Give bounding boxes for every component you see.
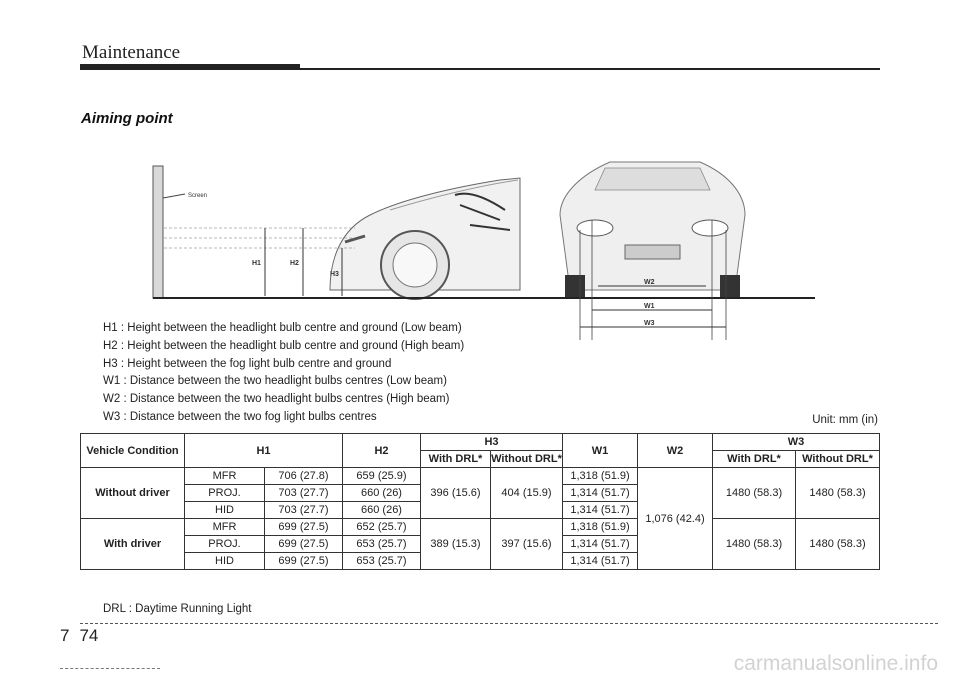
header-w2: W2 — [638, 434, 713, 468]
w2-cell: 1,076 (42.4) — [638, 468, 713, 570]
legend-h1: H1 : Height between the headlight bulb centre and ground (Low beam) — [103, 322, 462, 334]
h1-cell: 703 (27.7) — [265, 485, 343, 502]
screen-wall — [153, 166, 163, 298]
page-number — [60, 626, 98, 646]
header-vehicle-condition: Vehicle Condition — [81, 434, 185, 468]
footer-dashed-rule-short — [60, 668, 160, 669]
type-cell: PROJ. — [185, 536, 265, 553]
header-h2: H2 — [343, 434, 421, 468]
aiming-point-table — [80, 433, 880, 570]
legend-w1: W1 : Distance between the two headlight bulbs centres (Low beam) — [103, 375, 447, 388]
header-h3-without-drl: Without DRL* — [491, 451, 563, 468]
type-cell: PROJ. — [185, 485, 265, 502]
header-w3-without-drl: Without DRL* — [796, 451, 880, 468]
w3-without-cell: 1480 (58.3) — [796, 519, 880, 570]
h2-cell: 653 (25.7) — [343, 536, 421, 553]
unit-label: Unit: mm (in) — [812, 414, 878, 426]
w1-cell: 1,318 (51.9) — [563, 468, 638, 485]
h1-cell: 699 (27.5) — [265, 536, 343, 553]
type-cell: MFR — [185, 468, 265, 485]
h2-cell: 660 (26) — [343, 502, 421, 519]
h3-without-cell: 404 (15.9) — [491, 468, 563, 519]
w3-with-cell: 1480 (58.3) — [713, 468, 796, 519]
h2-label: H2 — [290, 260, 299, 267]
watermark: carmanualsonline.info — [733, 652, 938, 675]
page-header-title: Maintenance — [82, 42, 181, 63]
w1-cell: 1,314 (51.7) — [563, 502, 638, 519]
page-number-value: 74 — [79, 626, 99, 645]
condition-cell: Without driver — [81, 468, 185, 519]
table-row — [81, 519, 880, 536]
screen-label: Screen — [188, 193, 208, 199]
h1-label: H1 — [252, 260, 261, 267]
footer-dashed-rule — [80, 623, 938, 624]
header-w1: W1 — [563, 434, 638, 468]
header-h3: H3 — [421, 434, 563, 451]
h1-cell: 706 (27.8) — [265, 468, 343, 485]
side-view-car — [330, 178, 520, 299]
header-w3: W3 — [713, 434, 880, 451]
type-cell: MFR — [185, 519, 265, 536]
h1-cell: 699 (27.5) — [265, 519, 343, 536]
legend-h3: H3 : Height between the fog light bulb centre and ground — [103, 357, 392, 370]
h3-label: H3 — [330, 271, 339, 278]
w3-without-cell: 1480 (58.3) — [796, 468, 880, 519]
dimension-legend — [103, 320, 464, 427]
header-rule-thin — [300, 68, 880, 70]
w2-label: W2 — [644, 279, 655, 286]
w1-label: W1 — [644, 303, 655, 310]
header-h3-with-drl: With DRL* — [421, 451, 491, 468]
section-title: Aiming point — [81, 110, 173, 127]
header-rule-thick — [80, 64, 300, 70]
h2-cell: 660 (26) — [343, 485, 421, 502]
h2-cell: 659 (25.9) — [343, 468, 421, 485]
h1-cell: 703 (27.7) — [265, 502, 343, 519]
h2-cell: 653 (25.7) — [343, 553, 421, 570]
chapter-number: 7 — [60, 626, 70, 645]
drl-footnote: DRL : Daytime Running Light — [103, 603, 252, 615]
h2-cell: 652 (25.7) — [343, 519, 421, 536]
legend-h2: H2 : Height between the headlight bulb centre and ground (High beam) — [103, 339, 465, 352]
legend-w2: W2 : Distance between the two headlight bulbs centres (High beam) — [103, 393, 450, 406]
h1-cell: 699 (27.5) — [265, 553, 343, 570]
h3-with-cell: 389 (15.3) — [421, 519, 491, 570]
type-cell: HID — [185, 553, 265, 570]
w1-cell: 1,314 (51.7) — [563, 485, 638, 502]
condition-cell: With driver — [81, 519, 185, 570]
header-h1: H1 — [185, 434, 343, 468]
w3-label: W3 — [644, 320, 655, 327]
header-w3-with-drl: With DRL* — [713, 451, 796, 468]
h3-with-cell: 396 (15.6) — [421, 468, 491, 519]
w1-cell: 1,318 (51.9) — [563, 519, 638, 536]
h3-without-cell: 397 (15.6) — [491, 519, 563, 570]
type-cell: HID — [185, 502, 265, 519]
table-row — [81, 468, 880, 485]
w3-with-cell: 1480 (58.3) — [713, 519, 796, 570]
w1-cell: 1,314 (51.7) — [563, 553, 638, 570]
w1-cell: 1,314 (51.7) — [563, 536, 638, 553]
front-view-car — [560, 162, 745, 297]
legend-w3: W3 : Distance between the two fog light bulbs centres — [103, 410, 377, 423]
